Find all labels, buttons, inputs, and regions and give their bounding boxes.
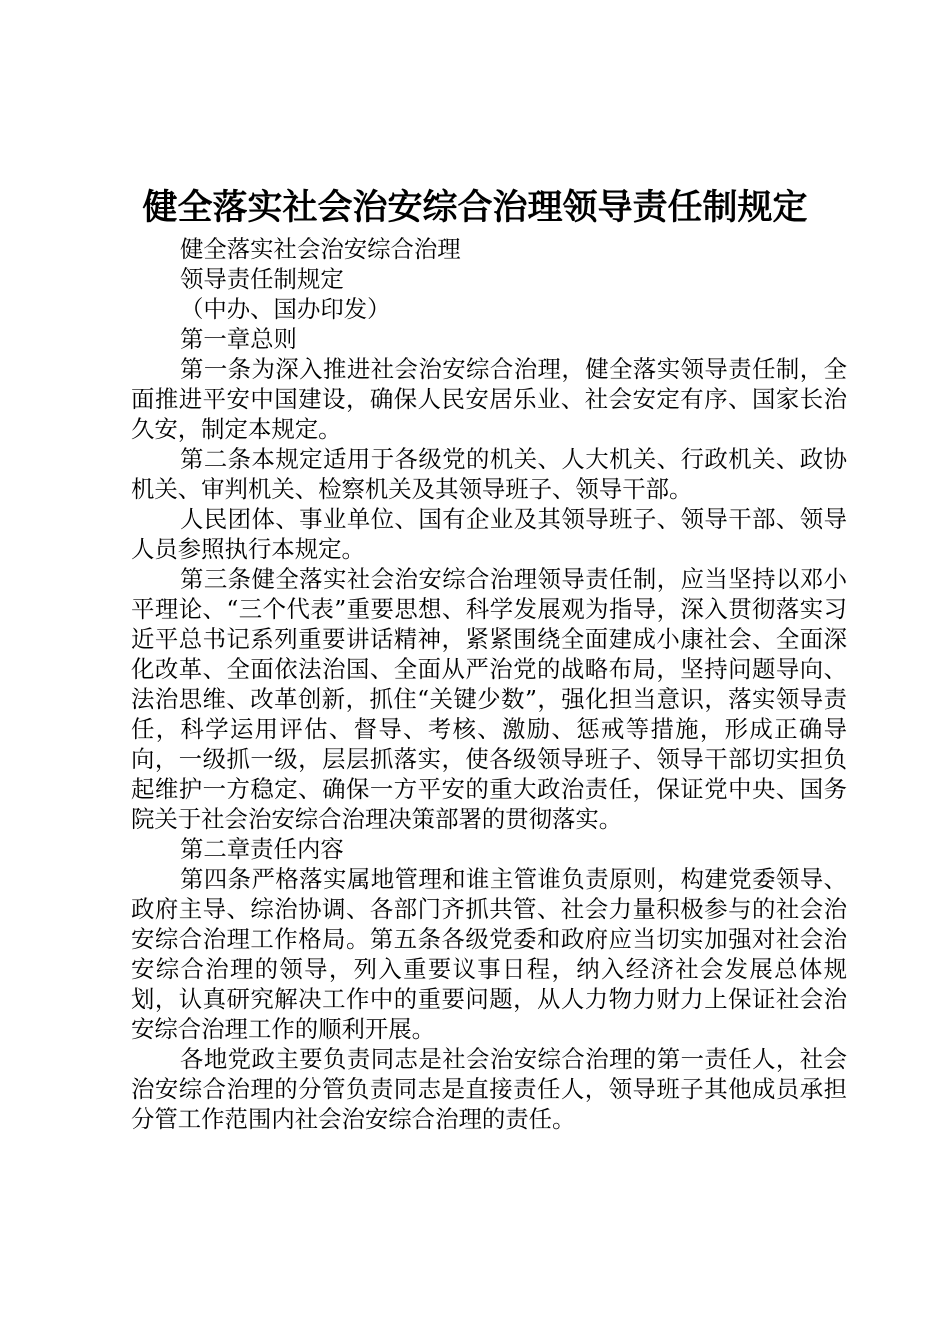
article-1: 第一条为深入推进社会治安综合治理，健全落实领导责任制，全面推进平安中国建设，确保人民安居乐业、社会安定有序、国家长治久安，制定本规定。 xyxy=(131,355,847,443)
document-body xyxy=(131,234,847,1134)
article-2-supplement: 人民团体、事业单位、国有企业及其领导班子、领导干部、领导人员参照执行本规定。 xyxy=(131,505,847,563)
document-title: 健全落实社会治安综合治理领导责任制规定 xyxy=(142,187,808,228)
article-2: 第二条本规定适用于各级党的机关、人大机关、行政机关、政协机关、审判机关、检察机关及其领导班子、领导干部。 xyxy=(131,445,847,503)
article-4-5: 第四条严格落实属地管理和谁主管谁负责原则，构建党委领导、政府主导、综治协调、各部门齐抓共管、社会力量积极参与的社会治安综合治理工作格局。第五条各级党委和政府应当切实加强对社会治安综合治理的领导，列入重要议事日程，纳入经济社会发展总体规划，认真研究解决工作中的重要问题，从人力物力财力上保证社会治安综合治理工作的顺利开展。 xyxy=(131,865,847,1043)
article-3: 第三条健全落实社会治安综合治理领导责任制，应当坚持以邓小平理论、“三个代表”重要思想、科学发展观为指导，深入贯彻落实习近平总书记系列重要讲话精神，紧紧围绕全面建成小康社会、全面深化改革、全面依法治国、全面从严治党的战略布局，坚持问题导向、法治思维、改革创新，抓住“关键少数”，强化担当意识，落实领导责任，科学运用评估、督导、考核、激励、惩戒等措施，形成正确导向，一级抓一级，层层抓落实，使各级领导班子、领导干部切实担负起维护一方稳定、确保一方平安的重大政治责任，保证党中央、国务院关于社会治安综合治理决策部署的贯彻落实。 xyxy=(131,565,847,833)
paragraph-issuer: （中办、国办印发） xyxy=(180,295,391,323)
paragraph-subtitle-line-2: 领导责任制规定 xyxy=(180,265,344,293)
paragraph-subtitle-line-1: 健全落实社会治安综合治理 xyxy=(180,235,461,263)
chapter-heading-2: 第二章责任内容 xyxy=(180,835,344,863)
article-5-supplement: 各地党政主要负责同志是社会治安综合治理的第一责任人，社会治安综合治理的分管负责同志是直接责任人，领导班子其他成员承担分管工作范围内社会治安综合治理的责任。 xyxy=(131,1045,847,1133)
chapter-heading-1: 第一章总则 xyxy=(180,325,297,353)
